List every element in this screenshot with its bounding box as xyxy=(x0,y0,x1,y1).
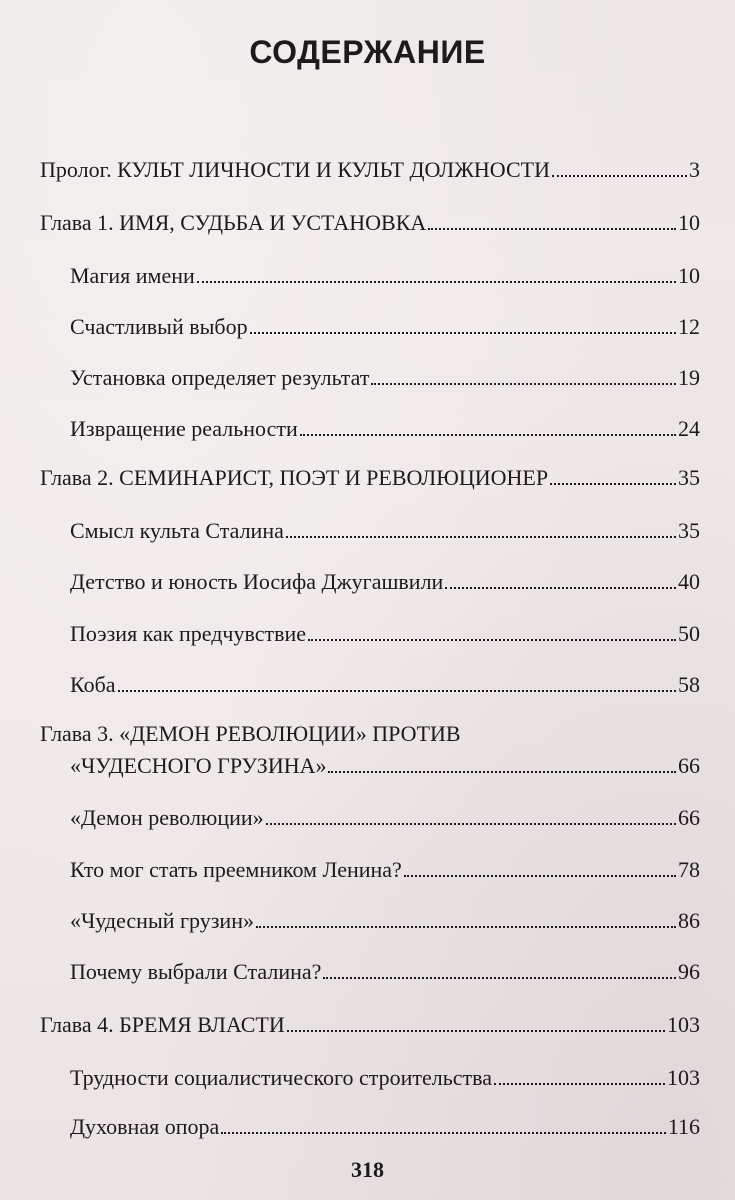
toc-entry-page: 10 xyxy=(678,263,700,288)
toc-entry-section xyxy=(70,569,700,595)
toc-entry-section xyxy=(70,908,700,934)
toc-entry-section xyxy=(70,805,700,831)
toc-entry-chapter-4 xyxy=(40,1012,700,1038)
toc-entry-title: «ЧУДЕСНОГО ГРУЗИНА» xyxy=(70,753,327,778)
toc-entry-chapter-2 xyxy=(40,465,700,491)
toc-entry-chapter-3-line-1: Глава 3. «ДЕМОН РЕВОЛЮЦИИ» ПРОТИВ xyxy=(40,721,461,746)
toc-entry-page: 116 xyxy=(667,1114,700,1139)
dot-leader xyxy=(494,1083,665,1085)
dot-leader xyxy=(308,639,676,641)
dot-leader xyxy=(287,1030,665,1032)
toc-entry-section xyxy=(70,263,700,289)
toc-entry-section xyxy=(70,314,700,340)
toc-entry-page: 50 xyxy=(678,621,700,646)
toc-entry-title: Глава 4. БРЕМЯ ВЛАСТИ xyxy=(40,1012,285,1037)
dot-leader xyxy=(118,690,676,692)
dot-leader xyxy=(250,332,676,334)
toc-entry-page: 78 xyxy=(678,857,700,882)
toc-entry-title: «Чудесный грузин» xyxy=(70,908,254,933)
dot-leader xyxy=(404,875,676,877)
dot-leader xyxy=(266,823,676,825)
dot-leader xyxy=(221,1132,666,1134)
toc-entry-page: 66 xyxy=(678,753,700,778)
toc-entry-title: «Демон революции» xyxy=(70,805,264,830)
toc-entry-page: 40 xyxy=(678,569,700,594)
dot-leader xyxy=(428,228,676,230)
toc-entry-title: Извращение реальности xyxy=(70,416,298,441)
toc-entry-page: 3 xyxy=(689,157,700,182)
toc-entry-section xyxy=(70,365,700,391)
toc-entry-section xyxy=(70,416,700,442)
toc-entry-title: Детство и юность Иосифа Джугашвили xyxy=(70,569,444,594)
toc-entry-page: 12 xyxy=(678,314,700,339)
toc-entry-title: Почему выбрали Сталина? xyxy=(70,959,322,984)
toc-entry-title: Установка определяет результат xyxy=(70,365,370,390)
toc-entry-page: 35 xyxy=(678,518,700,543)
toc-entry-page: 10 xyxy=(678,210,700,235)
toc-entry-page: 96 xyxy=(678,959,700,984)
toc-entry-section xyxy=(70,959,700,985)
toc-entry-section xyxy=(70,518,700,544)
dot-leader xyxy=(445,587,676,589)
toc-entry-prologue xyxy=(40,157,700,183)
dot-leader xyxy=(286,536,676,538)
toc-entry-section xyxy=(70,1065,700,1091)
dot-leader xyxy=(328,771,676,773)
toc-entry-title: Коба xyxy=(70,672,116,697)
dot-leader xyxy=(552,175,687,177)
toc-entry-page: 86 xyxy=(678,908,700,933)
dot-leader xyxy=(550,483,676,485)
dot-leader xyxy=(197,281,676,283)
page-title: СОДЕРЖАНИЕ xyxy=(249,34,486,70)
dot-leader xyxy=(300,434,676,436)
toc-entry-page: 19 xyxy=(678,365,700,390)
toc-entry-title: Поэзия как предчувствие xyxy=(70,621,307,646)
toc-entry-title: Духовная опора xyxy=(70,1114,220,1139)
toc-entry-title: Кто мог стать преемником Ленина? xyxy=(70,857,402,882)
toc-entry-section xyxy=(70,672,700,698)
toc-entry-title: Глава 1. ИМЯ, СУДЬБА И УСТАНОВКА xyxy=(40,210,427,235)
toc-entry-chapter-1 xyxy=(40,210,700,236)
page-number: 318 xyxy=(351,1157,384,1182)
dot-leader xyxy=(256,926,676,928)
toc-entry-page: 24 xyxy=(678,416,700,441)
toc-entry-title: Пролог. КУЛЬТ ЛИЧНОСТИ И КУЛЬТ ДОЛЖНОСТИ xyxy=(40,157,550,182)
toc-entry-title: Магия имени xyxy=(70,263,195,288)
toc-entry-section xyxy=(70,621,700,647)
toc-entry-title: Смысл культа Сталина xyxy=(70,518,284,543)
toc-entry-title: Трудности социалистического строительства xyxy=(70,1065,493,1090)
toc-entry-page: 58 xyxy=(678,672,700,697)
toc-entry-section xyxy=(70,1114,700,1140)
toc-entry-page: 103 xyxy=(667,1065,700,1090)
toc-entry-title: Счастливый выбор xyxy=(70,314,248,339)
toc-entry-chapter-3 xyxy=(70,753,700,779)
dot-leader xyxy=(323,977,676,979)
toc-entry-page: 66 xyxy=(678,805,700,830)
toc-entry-title: Глава 2. СЕМИНАРИСТ, ПОЭТ И РЕВОЛЮЦИОНЕР xyxy=(40,465,549,490)
toc-entry-page: 35 xyxy=(678,465,700,490)
dot-leader xyxy=(371,383,676,385)
toc-entry-section xyxy=(70,857,700,883)
toc-entry-page: 103 xyxy=(667,1012,700,1037)
